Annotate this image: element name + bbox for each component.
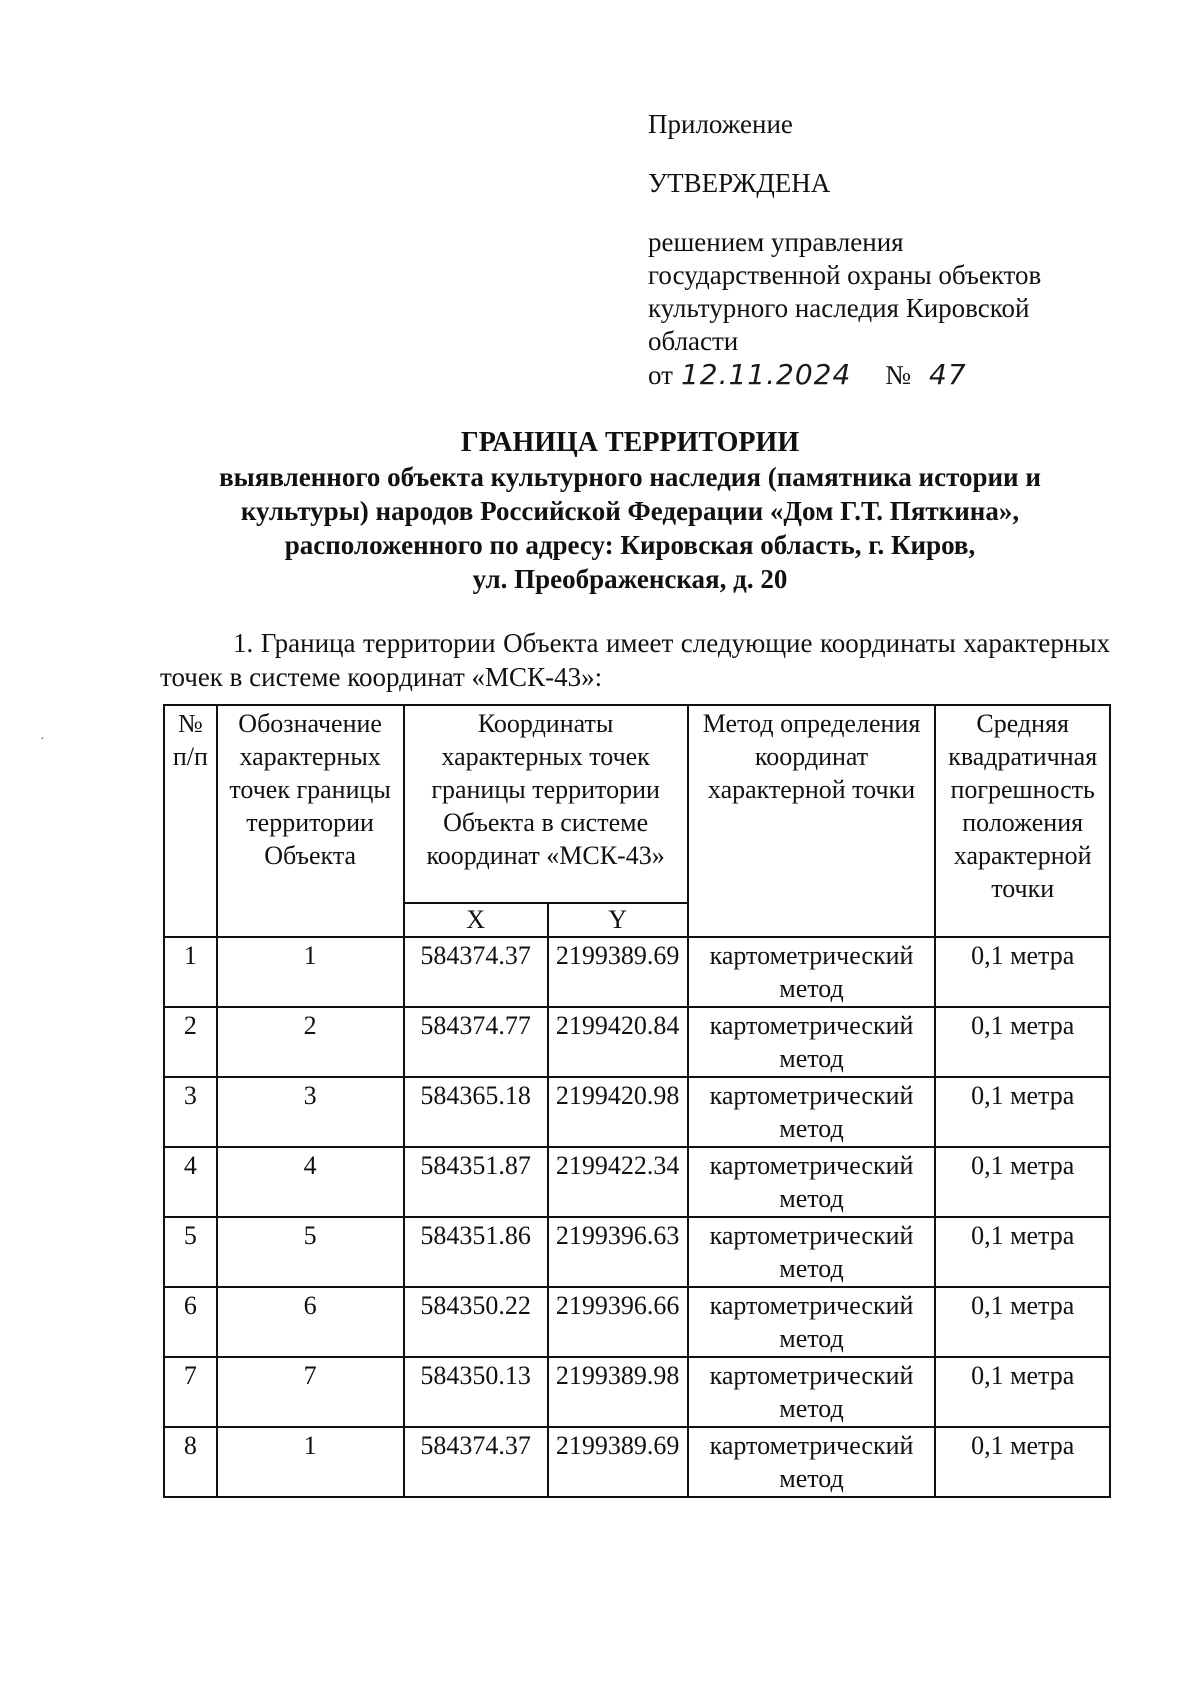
cell-number: 3	[164, 1077, 217, 1147]
decision-line-3: культурного наследия Кировской	[648, 293, 1030, 323]
approved-label: УТВЕРЖДЕНА	[648, 168, 831, 198]
table-row	[164, 1427, 1110, 1497]
cell-y: 2199420.84	[548, 1007, 688, 1077]
cell-y: 2199420.98	[548, 1077, 688, 1147]
cell-point: 6	[217, 1287, 404, 1357]
table-row	[164, 937, 1110, 1007]
cell-point: 3	[217, 1077, 404, 1147]
header-coordinates: Координаты характерных точек границы территории Объекта в системе координат «МСК-43»	[404, 705, 688, 903]
document-title	[150, 426, 1110, 596]
cell-number: 2	[164, 1007, 217, 1077]
cell-x: 584365.18	[404, 1077, 548, 1147]
date-number-line	[648, 358, 1118, 392]
cell-number: 6	[164, 1287, 217, 1357]
title-line-3: расположенного по адресу: Кировская область, г. Киров,	[284, 530, 976, 560]
cell-error: 0,1 метра	[935, 1077, 1110, 1147]
header-point-designation: Обозначение характерных точек границы территории Объекта	[217, 705, 404, 937]
table-row	[164, 1147, 1110, 1217]
date-prefix: от	[648, 360, 673, 390]
cell-error: 0,1 метра	[935, 1357, 1110, 1427]
header-y: Y	[548, 903, 688, 937]
cell-number: 7	[164, 1357, 217, 1427]
title-line-2: культуры) народов Российской Федерации «Дом Г.Т. Пяткина»,	[240, 496, 1020, 526]
table-row	[164, 1217, 1110, 1287]
cell-error: 0,1 метра	[935, 937, 1110, 1007]
intro-paragraph	[160, 626, 1110, 694]
table-row	[164, 1007, 1110, 1077]
cell-error: 0,1 метра	[935, 1427, 1110, 1497]
cell-point: 4	[217, 1147, 404, 1217]
cell-y: 2199389.98	[548, 1357, 688, 1427]
approval-block	[648, 108, 1118, 392]
title-line-4: ул. Преображенская, д. 20	[472, 564, 788, 594]
title-line-1: выявленного объекта культурного наследия (памятника истории и	[219, 462, 1041, 492]
cell-error: 0,1 метра	[935, 1147, 1110, 1217]
cell-number: 4	[164, 1147, 217, 1217]
scan-speck: ·	[40, 732, 45, 747]
cell-point: 7	[217, 1357, 404, 1427]
cell-x: 584351.87	[404, 1147, 548, 1217]
table-row	[164, 1357, 1110, 1427]
cell-x: 584351.86	[404, 1217, 548, 1287]
table-header-row	[164, 705, 1110, 903]
decision-line-4: области	[648, 326, 739, 356]
cell-y: 2199389.69	[548, 1427, 688, 1497]
title-main: ГРАНИЦА ТЕРРИТОРИИ	[460, 427, 800, 458]
table-row	[164, 1077, 1110, 1147]
cell-y: 2199396.63	[548, 1217, 688, 1287]
cell-error: 0,1 метра	[935, 1287, 1110, 1357]
cell-point: 5	[217, 1217, 404, 1287]
header-number: № п/п	[164, 705, 217, 937]
intro-text: 1. Граница территории Объекта имеет следующие координаты характерных точек в системе координат «МСК-43»:	[160, 628, 1110, 692]
number-prefix: №	[885, 360, 912, 390]
cell-method: картометрический метод	[688, 1147, 936, 1217]
cell-y: 2199396.66	[548, 1287, 688, 1357]
cell-point: 2	[217, 1007, 404, 1077]
cell-method: картометрический метод	[688, 1077, 936, 1147]
cell-method: картометрический метод	[688, 1287, 936, 1357]
table-row	[164, 1287, 1110, 1357]
cell-number: 5	[164, 1217, 217, 1287]
cell-y: 2199422.34	[548, 1147, 688, 1217]
cell-x: 584350.22	[404, 1287, 548, 1357]
cell-y: 2199389.69	[548, 937, 688, 1007]
cell-x: 584374.77	[404, 1007, 548, 1077]
cell-method: картометрический метод	[688, 1007, 936, 1077]
decision-line-1: решением управления	[648, 227, 904, 257]
cell-point: 1	[217, 937, 404, 1007]
header-x: X	[404, 903, 548, 937]
decision-line-2: государственной охраны объектов	[648, 260, 1042, 290]
cell-method: картометрический метод	[688, 1217, 936, 1287]
cell-x: 584350.13	[404, 1357, 548, 1427]
cell-method: картометрический метод	[688, 937, 936, 1007]
cell-error: 0,1 метра	[935, 1007, 1110, 1077]
cell-number: 1	[164, 937, 217, 1007]
cell-method: картометрический метод	[688, 1357, 936, 1427]
cell-point: 1	[217, 1427, 404, 1497]
cell-x: 584374.37	[404, 1427, 548, 1497]
coordinates-table	[163, 704, 1111, 1498]
annex-label: Приложение	[648, 109, 793, 139]
cell-error: 0,1 метра	[935, 1217, 1110, 1287]
header-error: Средняя квадратичная погрешность положения характерной точки	[935, 705, 1110, 937]
handwritten-number: 47	[929, 358, 967, 391]
handwritten-date: 12.11.2024	[680, 358, 852, 391]
cell-number: 8	[164, 1427, 217, 1497]
cell-x: 584374.37	[404, 937, 548, 1007]
cell-method: картометрический метод	[688, 1427, 936, 1497]
header-method: Метод определения координат характерной точки	[688, 705, 936, 937]
